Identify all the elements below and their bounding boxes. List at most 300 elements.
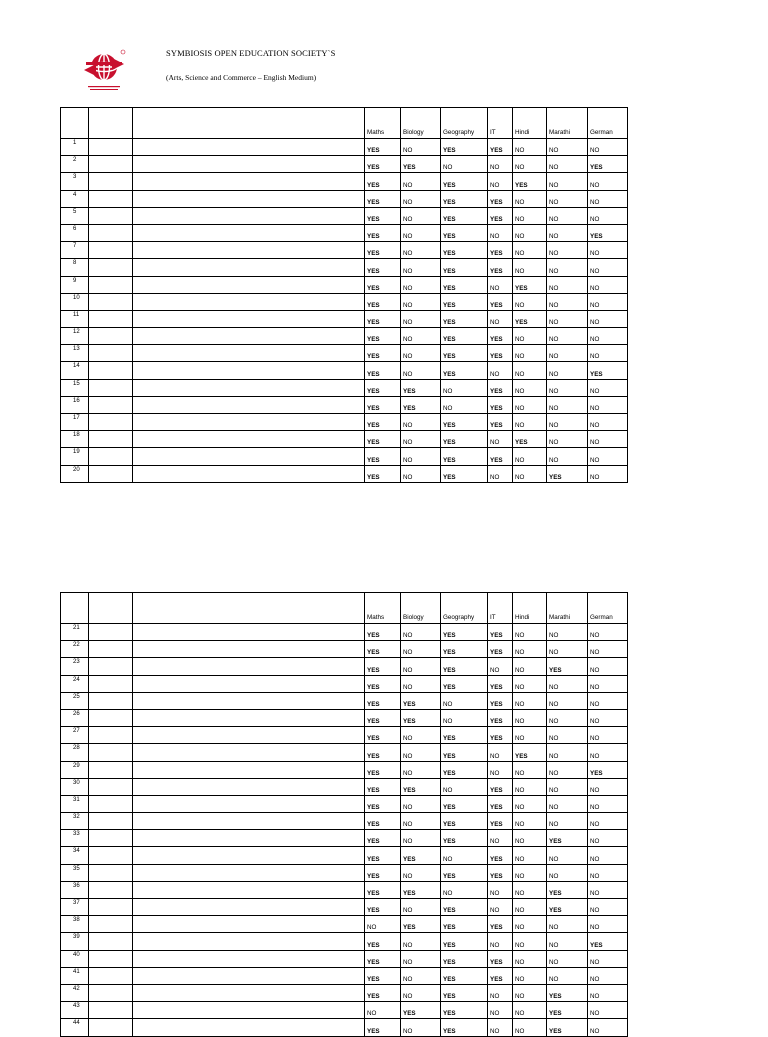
subject-value-cell: YES: [488, 709, 513, 726]
row-number: 41: [61, 967, 89, 984]
row-number: 44: [61, 1019, 89, 1036]
table-row: [61, 276, 628, 293]
subject-value-cell: YES: [547, 830, 588, 847]
subject-value-cell: NO: [547, 414, 588, 431]
subject-value-cell: YES: [547, 984, 588, 1001]
name-cell: [133, 431, 365, 448]
subject-value-cell: NO: [547, 379, 588, 396]
subject-value-cell: YES: [401, 396, 441, 413]
table-row: [61, 224, 628, 241]
blank-cell: [89, 761, 133, 778]
subject-value-cell: NO: [401, 276, 441, 293]
subject-value-cell: YES: [441, 310, 488, 327]
blank-cell: [89, 778, 133, 795]
subject-value-cell: NO: [488, 744, 513, 761]
subject-value-cell: NO: [547, 345, 588, 362]
subject-value-cell: YES: [365, 276, 401, 293]
name-cell: [133, 813, 365, 830]
subject-value-cell: YES: [441, 675, 488, 692]
table-row: [61, 207, 628, 224]
table-row: [61, 310, 628, 327]
subject-value-cell: YES: [365, 448, 401, 465]
row-number: 11: [61, 310, 89, 327]
subject-value-cell: YES: [547, 1019, 588, 1036]
subject-value-cell: YES: [441, 1019, 488, 1036]
table-row: [61, 431, 628, 448]
row-number: 40: [61, 950, 89, 967]
subject-value-cell: YES: [488, 379, 513, 396]
subject-value-cell: NO: [488, 1019, 513, 1036]
blank-cell: [89, 379, 133, 396]
organization-name: SYMBIOSIS OPEN EDUCATION SOCIETY`S: [166, 48, 336, 58]
row-number: 42: [61, 984, 89, 1001]
table-row: [61, 916, 628, 933]
subject-value-cell: YES: [441, 328, 488, 345]
subject-value-cell: YES: [365, 778, 401, 795]
blank-cell: [89, 328, 133, 345]
blank-cell: [89, 396, 133, 413]
subject-value-cell: NO: [401, 899, 441, 916]
subject-value-cell: NO: [441, 396, 488, 413]
subject-value-cell: YES: [488, 813, 513, 830]
subject-value-cell: YES: [547, 658, 588, 675]
subject-value-cell: NO: [588, 727, 628, 744]
subject-value-cell: NO: [441, 847, 488, 864]
subject-value-cell: YES: [513, 431, 547, 448]
name-cell: [133, 362, 365, 379]
subject-value-cell: NO: [513, 847, 547, 864]
subject-value-cell: NO: [588, 795, 628, 812]
name-cell: [133, 190, 365, 207]
subject-value-cell: YES: [488, 624, 513, 641]
row-number: 1: [61, 139, 89, 156]
blank-cell: [89, 431, 133, 448]
subject-value-cell: NO: [588, 864, 628, 881]
subject-value-cell: NO: [488, 899, 513, 916]
subject-value-cell: NO: [488, 156, 513, 173]
subject-value-cell: YES: [441, 727, 488, 744]
subject-value-cell: YES: [441, 431, 488, 448]
subject-value-cell: YES: [365, 345, 401, 362]
subject-value-cell: YES: [365, 899, 401, 916]
subject-value-cell: NO: [547, 813, 588, 830]
subject-value-cell: NO: [488, 881, 513, 898]
blank-cell: [89, 847, 133, 864]
row-number: 3: [61, 173, 89, 190]
subject-value-cell: YES: [365, 293, 401, 310]
subject-value-cell: NO: [588, 881, 628, 898]
column-header: Marathi: [547, 108, 588, 139]
row-number: 24: [61, 675, 89, 692]
subject-value-cell: YES: [365, 658, 401, 675]
subject-value-cell: YES: [365, 727, 401, 744]
table-row: [61, 293, 628, 310]
table-row: [61, 933, 628, 950]
subject-value-cell: YES: [401, 881, 441, 898]
subject-value-cell: NO: [588, 379, 628, 396]
table-row: [61, 984, 628, 1001]
subject-value-cell: YES: [365, 830, 401, 847]
subject-value-cell: NO: [513, 207, 547, 224]
row-number: 13: [61, 345, 89, 362]
name-cell: [133, 465, 365, 482]
subject-value-cell: YES: [488, 847, 513, 864]
subject-value-cell: NO: [513, 448, 547, 465]
subject-value-cell: NO: [588, 950, 628, 967]
subject-value-cell: YES: [365, 692, 401, 709]
subject-value-cell: YES: [547, 1002, 588, 1019]
subject-value-cell: YES: [588, 224, 628, 241]
blank-cell: [89, 242, 133, 259]
subject-value-cell: NO: [441, 156, 488, 173]
table-row: [61, 899, 628, 916]
subject-value-cell: NO: [513, 624, 547, 641]
subject-value-cell: YES: [488, 293, 513, 310]
name-cell: [133, 675, 365, 692]
subject-value-cell: NO: [401, 744, 441, 761]
subject-value-cell: NO: [401, 864, 441, 881]
row-number: 30: [61, 778, 89, 795]
subject-value-cell: NO: [401, 641, 441, 658]
table-row: [61, 864, 628, 881]
row-number: 22: [61, 641, 89, 658]
table-header-row: [61, 108, 628, 139]
blank-cell: [89, 190, 133, 207]
subject-value-cell: NO: [547, 448, 588, 465]
name-cell: [133, 379, 365, 396]
name-cell: [133, 156, 365, 173]
subject-value-cell: YES: [488, 950, 513, 967]
subject-value-cell: YES: [365, 465, 401, 482]
subject-value-cell: YES: [365, 431, 401, 448]
name-cell: [133, 950, 365, 967]
subject-value-cell: YES: [488, 448, 513, 465]
subject-value-cell: NO: [401, 259, 441, 276]
subject-value-cell: NO: [588, 675, 628, 692]
subject-value-cell: NO: [588, 624, 628, 641]
subject-value-cell: YES: [513, 310, 547, 327]
subject-value-cell: NO: [588, 242, 628, 259]
subject-value-cell: YES: [365, 156, 401, 173]
subject-value-cell: NO: [365, 1002, 401, 1019]
subject-value-cell: NO: [401, 173, 441, 190]
blank-cell: [89, 933, 133, 950]
subject-value-cell: YES: [401, 847, 441, 864]
table-row: [61, 813, 628, 830]
subject-value-cell: NO: [401, 813, 441, 830]
subject-value-cell: NO: [547, 847, 588, 864]
subject-value-cell: YES: [588, 156, 628, 173]
row-number: 2: [61, 156, 89, 173]
subject-value-cell: NO: [488, 658, 513, 675]
table-row: [61, 744, 628, 761]
subject-value-cell: NO: [488, 933, 513, 950]
subject-value-cell: NO: [488, 431, 513, 448]
table-row: [61, 1019, 628, 1036]
blank-cell: [89, 795, 133, 812]
column-header: Hindi: [513, 593, 547, 624]
subject-value-cell: YES: [488, 207, 513, 224]
subject-value-cell: NO: [488, 761, 513, 778]
row-number: 39: [61, 933, 89, 950]
subject-value-cell: NO: [547, 761, 588, 778]
row-number: 4: [61, 190, 89, 207]
blank-cell: [89, 465, 133, 482]
subject-value-cell: NO: [588, 692, 628, 709]
table-row: [61, 345, 628, 362]
subject-value-cell: YES: [365, 641, 401, 658]
name-cell: [133, 881, 365, 898]
blank-cell: [89, 641, 133, 658]
subject-value-cell: NO: [401, 345, 441, 362]
subject-value-cell: NO: [401, 465, 441, 482]
row-number: 32: [61, 813, 89, 830]
subject-value-cell: YES: [441, 345, 488, 362]
subject-value-cell: NO: [588, 207, 628, 224]
subject-value-cell: NO: [547, 362, 588, 379]
table-row: [61, 190, 628, 207]
row-number: 36: [61, 881, 89, 898]
row-number: 14: [61, 362, 89, 379]
subject-value-cell: NO: [488, 984, 513, 1001]
name-cell: [133, 345, 365, 362]
subject-value-cell: YES: [365, 328, 401, 345]
subject-value-cell: NO: [513, 242, 547, 259]
subject-value-cell: NO: [401, 761, 441, 778]
table-row: [61, 624, 628, 641]
subject-value-cell: NO: [513, 345, 547, 362]
name-cell: [133, 899, 365, 916]
row-number: 7: [61, 242, 89, 259]
subject-value-cell: NO: [513, 813, 547, 830]
subject-value-cell: NO: [513, 379, 547, 396]
header-blank-cell: [61, 108, 89, 139]
blank-cell: [89, 709, 133, 726]
subject-value-cell: YES: [365, 813, 401, 830]
subject-value-cell: NO: [588, 293, 628, 310]
subject-value-cell: NO: [513, 675, 547, 692]
subject-value-cell: YES: [365, 761, 401, 778]
subject-value-cell: YES: [488, 328, 513, 345]
subject-value-cell: YES: [488, 641, 513, 658]
subject-value-cell: NO: [513, 933, 547, 950]
subject-value-cell: NO: [513, 190, 547, 207]
subject-value-cell: NO: [401, 984, 441, 1001]
subject-value-cell: YES: [401, 692, 441, 709]
table-row: [61, 761, 628, 778]
row-number: 10: [61, 293, 89, 310]
subject-value-cell: YES: [441, 658, 488, 675]
subject-value-cell: NO: [401, 795, 441, 812]
subject-value-cell: YES: [441, 744, 488, 761]
subject-value-cell: YES: [588, 362, 628, 379]
subject-value-cell: YES: [441, 864, 488, 881]
subject-value-cell: NO: [588, 658, 628, 675]
blank-cell: [89, 224, 133, 241]
name-cell: [133, 276, 365, 293]
subject-value-cell: YES: [365, 709, 401, 726]
subject-value-cell: YES: [441, 242, 488, 259]
subject-value-cell: YES: [588, 933, 628, 950]
subject-value-cell: NO: [513, 362, 547, 379]
subject-value-cell: NO: [513, 1019, 547, 1036]
subject-value-cell: NO: [488, 1002, 513, 1019]
row-number: 35: [61, 864, 89, 881]
name-cell: [133, 641, 365, 658]
blank-cell: [89, 624, 133, 641]
subject-value-cell: NO: [547, 692, 588, 709]
subject-value-cell: NO: [588, 916, 628, 933]
name-cell: [133, 761, 365, 778]
subject-value-cell: NO: [513, 709, 547, 726]
row-number: 18: [61, 431, 89, 448]
subject-value-cell: YES: [547, 465, 588, 482]
subject-value-cell: NO: [401, 967, 441, 984]
name-cell: [133, 173, 365, 190]
row-number: 28: [61, 744, 89, 761]
subject-value-cell: YES: [365, 414, 401, 431]
subject-value-cell: NO: [588, 345, 628, 362]
header-blank-cell: [133, 593, 365, 624]
name-cell: [133, 967, 365, 984]
blank-cell: [89, 830, 133, 847]
subject-value-cell: NO: [401, 950, 441, 967]
header-blank-cell: [89, 108, 133, 139]
blank-cell: [89, 899, 133, 916]
subject-value-cell: NO: [588, 641, 628, 658]
subject-value-cell: YES: [365, 362, 401, 379]
subject-value-cell: NO: [513, 830, 547, 847]
subject-value-cell: NO: [547, 950, 588, 967]
header-blank-cell: [133, 108, 365, 139]
row-number: 27: [61, 727, 89, 744]
table-row: [61, 156, 628, 173]
table-row: [61, 950, 628, 967]
subject-value-cell: YES: [365, 967, 401, 984]
blank-cell: [89, 984, 133, 1001]
subject-value-cell: NO: [547, 641, 588, 658]
subject-value-cell: NO: [588, 448, 628, 465]
name-cell: [133, 847, 365, 864]
blank-cell: [89, 173, 133, 190]
subject-value-cell: NO: [401, 727, 441, 744]
subject-value-cell: NO: [365, 916, 401, 933]
name-cell: [133, 293, 365, 310]
name-cell: [133, 310, 365, 327]
table-row: [61, 675, 628, 692]
column-header: Maths: [365, 593, 401, 624]
subject-value-cell: NO: [588, 744, 628, 761]
name-cell: [133, 744, 365, 761]
subject-value-cell: NO: [513, 795, 547, 812]
blank-cell: [89, 345, 133, 362]
subject-value-cell: NO: [401, 328, 441, 345]
table-row: [61, 242, 628, 259]
subject-value-cell: NO: [547, 328, 588, 345]
subject-value-cell: YES: [441, 259, 488, 276]
subject-value-cell: NO: [547, 778, 588, 795]
subject-value-cell: NO: [513, 778, 547, 795]
subject-value-cell: YES: [488, 259, 513, 276]
subject-value-cell: YES: [401, 778, 441, 795]
subject-value-cell: NO: [401, 658, 441, 675]
name-cell: [133, 448, 365, 465]
subject-value-cell: YES: [441, 967, 488, 984]
blank-cell: [89, 658, 133, 675]
subject-value-cell: NO: [488, 224, 513, 241]
table-row: [61, 641, 628, 658]
subject-value-cell: YES: [365, 379, 401, 396]
subject-value-cell: NO: [588, 1019, 628, 1036]
subject-value-cell: NO: [588, 813, 628, 830]
subject-value-cell: NO: [513, 864, 547, 881]
subject-value-cell: YES: [441, 795, 488, 812]
blank-cell: [89, 881, 133, 898]
subject-value-cell: YES: [365, 224, 401, 241]
subject-value-cell: YES: [488, 692, 513, 709]
subject-value-cell: YES: [441, 224, 488, 241]
subject-value-cell: NO: [547, 396, 588, 413]
subject-value-cell: NO: [547, 744, 588, 761]
subject-value-cell: NO: [513, 224, 547, 241]
subject-value-cell: YES: [365, 259, 401, 276]
subject-value-cell: NO: [441, 778, 488, 795]
subject-value-cell: NO: [547, 624, 588, 641]
name-cell: [133, 207, 365, 224]
subject-value-cell: NO: [513, 1002, 547, 1019]
table-header-row: [61, 593, 628, 624]
subject-value-cell: NO: [547, 242, 588, 259]
blank-cell: [89, 293, 133, 310]
subject-value-cell: NO: [547, 795, 588, 812]
subject-value-cell: NO: [401, 414, 441, 431]
subject-value-cell: YES: [365, 207, 401, 224]
subject-value-cell: YES: [441, 813, 488, 830]
subject-value-cell: YES: [365, 847, 401, 864]
subject-value-cell: NO: [547, 293, 588, 310]
subject-value-cell: NO: [588, 1002, 628, 1019]
subject-value-cell: NO: [588, 465, 628, 482]
blank-cell: [89, 1019, 133, 1036]
row-number: 43: [61, 1002, 89, 1019]
subject-value-cell: YES: [365, 933, 401, 950]
row-number: 38: [61, 916, 89, 933]
column-header: IT: [488, 593, 513, 624]
subject-value-cell: NO: [513, 396, 547, 413]
subject-value-cell: NO: [547, 259, 588, 276]
row-number: 29: [61, 761, 89, 778]
subject-value-cell: NO: [441, 692, 488, 709]
subject-value-cell: NO: [547, 933, 588, 950]
blank-cell: [89, 448, 133, 465]
subject-value-cell: NO: [547, 967, 588, 984]
subject-value-cell: NO: [547, 207, 588, 224]
subject-value-cell: NO: [513, 465, 547, 482]
subject-value-cell: YES: [441, 293, 488, 310]
table-row: [61, 465, 628, 482]
name-cell: [133, 1002, 365, 1019]
subject-value-cell: YES: [488, 396, 513, 413]
row-number: 21: [61, 624, 89, 641]
subject-value-cell: NO: [513, 881, 547, 898]
subject-value-cell: YES: [488, 345, 513, 362]
subject-value-cell: YES: [365, 864, 401, 881]
name-cell: [133, 709, 365, 726]
subject-value-cell: NO: [401, 362, 441, 379]
subject-value-cell: YES: [441, 276, 488, 293]
subject-value-cell: YES: [441, 641, 488, 658]
column-header: German: [588, 593, 628, 624]
